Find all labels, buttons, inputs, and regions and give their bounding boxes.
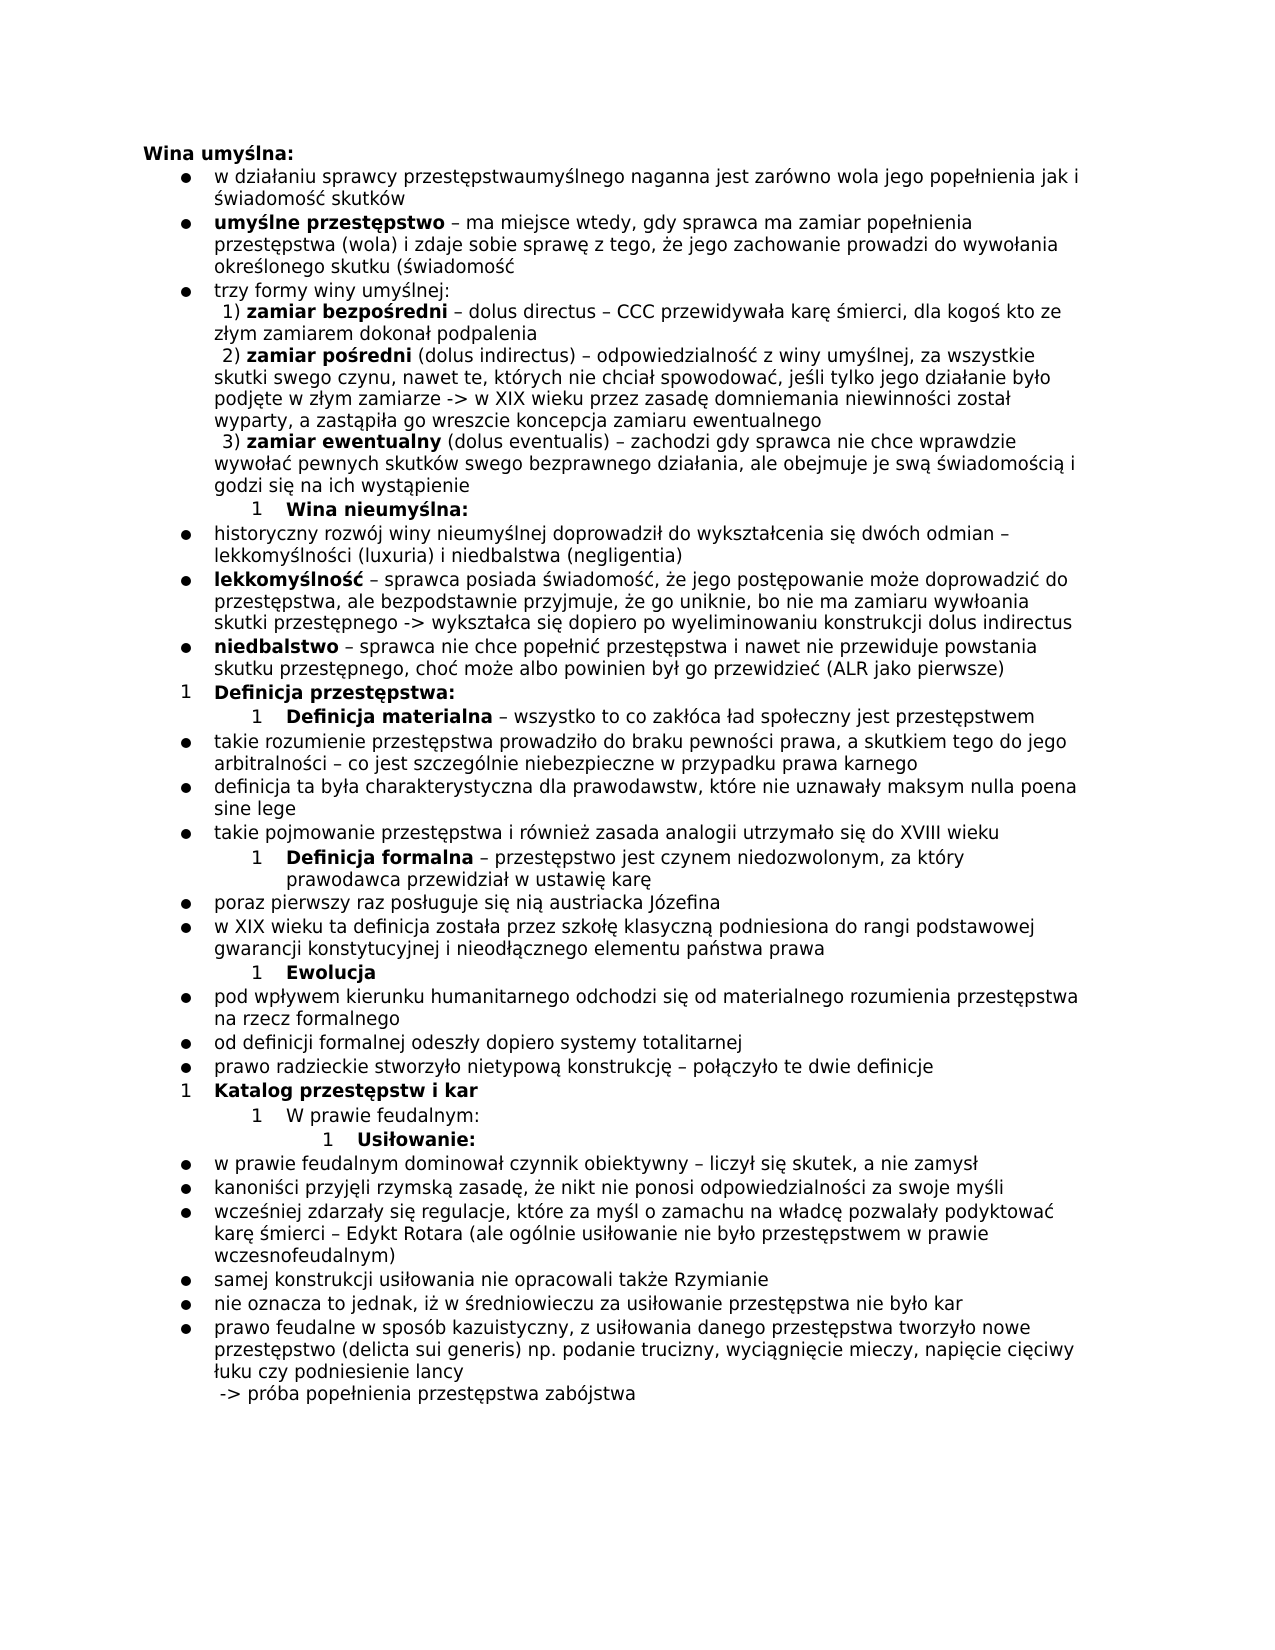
- text-line: od definicji formalnej odeszły dopiero systemy totalitarnej: [214, 1033, 743, 1054]
- term: zamiar ewentualny: [246, 432, 442, 453]
- text-line: przestępstwa, ale bezpodstawnie przyjmuje, że go uniknie, bo nie ma zamiaru wywłoania: [214, 592, 1030, 613]
- term-desc: – dolus directus – CCC przewidywała karę śmierci, dla kogoś kto ze: [447, 302, 1062, 323]
- text-line: trzy formy winy umyślnej:: [214, 281, 451, 302]
- term-desc: – sprawca posiada świadomość, że jego postępowanie może doprowadzić do: [363, 570, 1069, 591]
- item-number: 2): [222, 346, 241, 367]
- text-line: prawo radzieckie stworzyło nietypową konstrukcję – połączyło te dwie definicje: [214, 1057, 934, 1078]
- subsection-heading: Usiłowanie:: [357, 1130, 476, 1151]
- text-line: lekkomyślności (luxuria) i niedbalstwa (negligentia): [214, 546, 683, 567]
- text-line: godzi się na ich wystąpienie: [214, 476, 470, 497]
- text-line: sine lege: [214, 799, 297, 820]
- text-line: skutki przestępnego -> wykształca się dopiero po wyeliminowaniu konstrukcji dolus indirectus: [214, 613, 1073, 634]
- text-line: [222, 302, 1061, 324]
- bullet-icon: [181, 1276, 191, 1286]
- text-line: poraz pierwszy raz posługuje się nią austriacka Józefina: [214, 893, 721, 914]
- text-line: [286, 707, 1035, 729]
- bullet-icon: [181, 1039, 191, 1049]
- list-number: 1: [251, 847, 264, 869]
- text-line: wcześniej zdarzały się regulacje, które za myśl o zamachu na władcę pozwalały podyktować: [214, 1202, 1055, 1223]
- term-desc: – sprawca nie chce popełnić przestępstwa i nawet nie przewiduje powstania: [338, 637, 1038, 658]
- list-number: 1: [322, 1129, 335, 1151]
- bullet-icon: [181, 576, 191, 586]
- text-line: kanoniści przyjęli rzymską zasadę, że nikt nie ponosi odpowiedzialności za swoje myśli: [214, 1178, 1004, 1199]
- bullet-icon: [181, 829, 191, 839]
- bullet-icon: [181, 530, 191, 540]
- text-line: wczesnofeudalnym): [214, 1246, 396, 1267]
- text-line: skutki swego czynu, nawet te, których nie chciał spowodować, jeśli tylko jego działanie było: [214, 368, 1051, 389]
- list-number: 1: [180, 681, 193, 703]
- text-line: [214, 637, 1037, 659]
- text-line: skutku przestępnego, choć może albo powinien był go przewidzieć (ALR jako pierwsze): [214, 659, 1005, 680]
- bullet-icon: [181, 1063, 191, 1073]
- term: lekkomyślność: [214, 570, 364, 591]
- text-line: wywołać pewnych skutków swego bezprawnego działania, ale obejmuje je swą świadomością i: [214, 454, 1076, 475]
- bullet-icon: [181, 287, 191, 297]
- term-desc: – ma miejsce wtedy, gdy sprawca ma zamiar popełnienia: [445, 213, 973, 234]
- section-title: Wina umyślna:: [143, 144, 295, 165]
- text-line: świadomość skutków: [214, 189, 406, 210]
- text-line: w prawie feudalnym dominował czynnik obiektywny – liczył się skutek, a nie zamysł: [214, 1154, 978, 1175]
- bullet-icon: [181, 1208, 191, 1218]
- term: Definicja materialna: [286, 707, 493, 728]
- term-desc: (dolus indirectus) – odpowiedzialność z winy umyślnej, za wszystkie: [411, 346, 1036, 367]
- list-number: 1: [251, 962, 264, 984]
- text-line: w działaniu sprawcy przestępstwaumyślnego naganna jest zarówno wola jego popełnienia jak i: [214, 167, 1079, 188]
- text-line: przestępstwo (delicta sui generis) np. podanie trucizny, wyciągnięcie mieczy, napięcie cięciwy: [214, 1340, 1075, 1361]
- item-number: 3): [222, 432, 241, 453]
- bullet-icon: [181, 1160, 191, 1170]
- bullet-icon: [181, 783, 191, 793]
- text-line: w XIX wieku ta definicja została przez szkołę klasyczną podniesiona do rangi podstawowej: [214, 917, 1035, 938]
- text-line: takie rozumienie przestępstwa prowadziło do braku pewności prawa, a skutkiem tego do jego: [214, 732, 1067, 753]
- term: umyślne przestępstwo: [214, 213, 446, 234]
- subsection-heading: Wina nieumyślna:: [286, 500, 469, 521]
- bullet-icon: [181, 173, 191, 183]
- text-line: złym zamiarem dokonał podpalenia: [214, 324, 538, 345]
- text-line: [222, 346, 1035, 368]
- text-line: pod wpływem kierunku humanitarnego odchodzi się od materialnego rozumienia przestępstwa: [214, 987, 1079, 1008]
- text-line: arbitralności – co jest szczególnie niebezpieczne w przypadku prawa karnego: [214, 754, 918, 775]
- text-line: łuku czy podniesienie lancy: [214, 1362, 464, 1383]
- term: Definicja formalna: [286, 848, 474, 869]
- term-desc: – wszystko to co zakłóca ład społeczny jest przestępstwem: [492, 707, 1035, 728]
- text-line: samej konstrukcji usiłowania nie opracowali także Rzymianie: [214, 1270, 769, 1291]
- bullet-icon: [181, 643, 191, 653]
- text-line: definicja ta była charakterystyczna dla prawodawstw, które nie uznawały maksym nulla poena: [214, 777, 1077, 798]
- bullet-icon: [181, 219, 191, 229]
- bullet-icon: [181, 1184, 191, 1194]
- term: niedbalstwo: [214, 637, 339, 658]
- subsection-heading: W prawie feudalnym:: [286, 1106, 480, 1127]
- list-number: 1: [251, 498, 264, 520]
- text-line: gwarancji konstytucyjnej i nieodłącznego elementu państwa prawa: [214, 939, 825, 960]
- list-number: 1: [251, 1105, 264, 1127]
- subsection-heading: Ewolucja: [286, 963, 377, 984]
- text-line: takie pojmowanie przestępstwa i również zasada analogii utrzymało się do XVIII wieku: [214, 823, 1000, 844]
- text-line: [214, 570, 1068, 592]
- list-number: 1: [180, 1080, 193, 1102]
- text-line: prawodawca przewidział w ustawię karę: [286, 870, 652, 891]
- text-line: [222, 432, 1016, 454]
- bullet-icon: [181, 923, 191, 933]
- bullet-icon: [181, 738, 191, 748]
- bullet-icon: [181, 899, 191, 909]
- text-line: określonego skutku (świadomość: [214, 257, 515, 278]
- text-line: historyczny rozwój winy nieumyślnej doprowadził do wykształcenia się dwóch odmian –: [214, 524, 1010, 545]
- term-desc: (dolus eventualis) – zachodzi gdy sprawca nie chce wprawdzie: [441, 432, 1017, 453]
- term: zamiar bezpośredni: [246, 302, 448, 323]
- text-line: [214, 213, 973, 235]
- text-line: przestępstwa (wola) i zdaje sobie sprawę z tego, że jego zachowanie prowadzi do wywołania: [214, 235, 1059, 256]
- text-line: na rzecz formalnego: [214, 1009, 400, 1030]
- term-desc: – przestępstwo jest czynem niedozwolonym, za który: [473, 848, 965, 869]
- subsection-heading: Katalog przestępstw i kar: [214, 1081, 478, 1102]
- text-line: -> próba popełnienia przestępstwa zabójstwa: [214, 1384, 636, 1405]
- text-line: podjęte w złym zamiarze -> w XIX wieku przez zasadę domniemania niewinności został: [214, 389, 1011, 410]
- list-number: 1: [251, 706, 264, 728]
- item-number: 1): [222, 302, 241, 323]
- text-line: wyparty, a zastąpiła go wreszcie koncepcja zamiaru ewentualnego: [214, 411, 822, 432]
- text-line: prawo feudalne w sposób kazuistyczny, z usiłowania danego przestępstwa tworzyło nowe: [214, 1318, 1031, 1339]
- term: zamiar pośredni: [246, 346, 412, 367]
- text-line: karę śmierci – Edykt Rotara (ale ogólnie usiłowanie nie było przestępstwem w prawie: [214, 1224, 989, 1245]
- bullet-icon: [181, 1300, 191, 1310]
- subsection-heading: Definicja przestępstwa:: [214, 683, 456, 704]
- bullet-icon: [181, 1324, 191, 1334]
- text-line: [286, 848, 964, 870]
- bullet-icon: [181, 993, 191, 1003]
- text-line: nie oznacza to jednak, iż w średniowieczu za usiłowanie przestępstwa nie było kar: [214, 1294, 963, 1315]
